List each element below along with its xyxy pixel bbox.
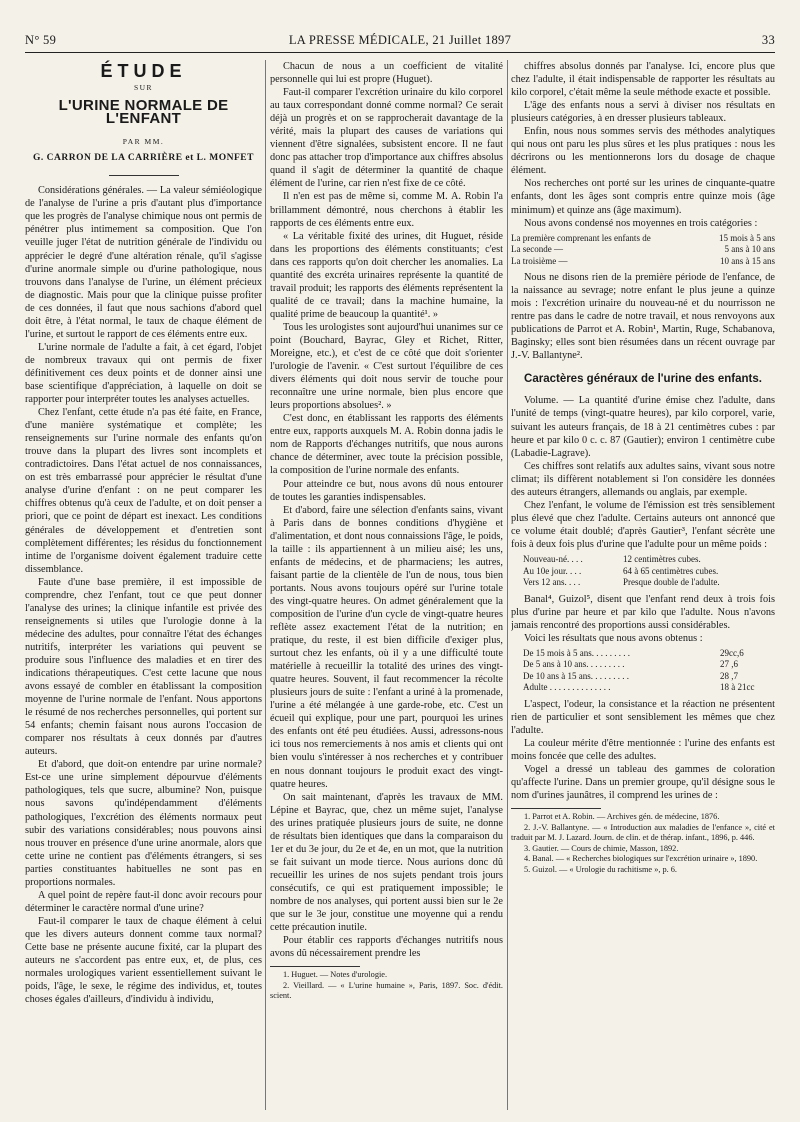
gautier-row	[523, 566, 775, 578]
paragraph: Il n'en est pas de même si, comme M. A. Robin l'a brillamment démontré, nous cherchons à établir les rapports de ces éléments entre eux.	[270, 191, 503, 229]
column-divider	[265, 60, 266, 1110]
gautier-table	[511, 554, 775, 589]
column-1	[25, 60, 262, 1110]
category-row	[511, 244, 775, 256]
paragraph: Nos recherches ont porté sur les urines de cinquante-quatre enfants, dont les âges sont compris entre quinze mois (âge minimum) et quinze ans (âge maximum).	[511, 178, 775, 216]
paragraph: chiffres absolus donnés par l'analyse. Ici, encore plus que chez l'adulte, il était indispensable de rapporter les résultats au kilo corporel, c'était même la seule méthode exacte et possible.	[511, 61, 775, 99]
footnote-rule	[511, 808, 601, 809]
gautier-row-label: Nouveau-né. . . .	[523, 554, 583, 564]
paragraph: Considérations générales. — La valeur sémiéologique de l'analyse de l'urine a pris d'autant plus d'importance que les progrès de l'analyse chimique nous ont permis de pénétrer plus intimement sa composition. Que l'on veuille juger l'état de nutrition générale de l'individu ou apprécier le degré d'une altération rénale, qu'il s'agisse d'urine anormale simple ou d'urine pathologique, nous trouvons dans l'analyse de l'urine, un élément précieux de diagnostic. Mais pour que la clinique puisse profiter de ces données, il faut que nous sachions d'abord quel doit être, à l'état normal, le taux de chaque élément de l'urine, et surtout le rapport de ces éléments entre eux.	[25, 185, 262, 340]
paragraph: Tous les urologistes sont aujourd'hui unanimes sur ce point (Bouchard, Bayrac, Gley et Richet, Ritter, Moreigne, etc.), et c'est de ce côté que doit s'orienter l'urologie de l'avenir. « C'est surtout l'équilibre de ces divers éléments qui doit nous servir de touche pour reconnaître une urine normale, bien plus encore que leurs proportions absolues². »	[270, 321, 503, 412]
category-row	[511, 233, 775, 245]
paragraph: Pour atteindre ce but, nous avons dû nous entourer de toutes les garanties indispensables.	[270, 478, 503, 503]
paragraph: Volume. — La quantité d'urine émise chez l'adulte, dans l'unité de temps (vingt-quatre heures), par kilo corporel, varie, suivant les auteurs français, de 18 à 21 centimètres cubes : par heure et par kilo 0 c. c. 87 (Gautier); environ 1 centimètre cube (Labadie-Lagrave).	[511, 395, 775, 459]
column-3-footnotes	[511, 812, 775, 875]
footnote: 5. Guizol. — « Urologie du rachitisme », p. 6.	[524, 864, 678, 874]
result-row-label: De 15 mois à 5 ans. . . . . . . . .	[523, 647, 630, 658]
column-2	[270, 60, 503, 1110]
category-row-label: La seconde —	[511, 244, 563, 255]
paragraph: Faut-il comparer le taux de chaque élément à celui que les divers auteurs donnent comme taux normal? Cette base ne présente aucune fixité, car la plupart des auteurs ne s'accordent pas entre eux, et, de plus, ces normales urologiques varient essentiellement suivant le poids, l'âge, le sexe, le régime des individus, et, toutes choses égales d'ailleurs, d'individu à individu,	[25, 915, 262, 1006]
category-row-value: 5 ans à 10 ans	[724, 244, 775, 255]
column-1-body	[25, 184, 262, 1006]
column-3-intro	[511, 60, 775, 230]
paragraph: Faut-il comparer l'excrétion urinaire du kilo corporel au taux correspondant donné comme normal? Ce serait déjà un progrès et on se rapprocherait davantage de la vérité, mais la plupart des causes de variations qui viennent d'être signalées, subsistent encore. Il ne faut donc pas attacher trop d'importance aux chiffres absolus quand il s'agit de déterminer la quantité de chaque élément de l'urine, car rien n'est fixe de ce côté.	[270, 87, 503, 190]
result-row-value: 27 ,6	[720, 659, 738, 670]
category-row	[511, 256, 775, 268]
paragraph: L'urine normale de l'adulte a fait, à cet égard, l'objet de nombreux travaux qui ont permis de fixer définitivement ces deux points et de donner ainsi une base scientifique d'appréciation, à laquelle on doit se rapporter pour interpréter toutes les analyses actuelles.	[25, 341, 262, 406]
result-row	[523, 648, 775, 660]
category-row-label: La troisième —	[511, 255, 568, 266]
paragraph: A quel point de repère faut-il donc avoir recours pour déterminer le caractère normal d'une urine?	[25, 889, 262, 914]
footnote-rule	[270, 966, 360, 967]
article-title-main: L'URINE NORMALE DE L'ENFANT	[58, 97, 229, 128]
footnote: 2. Vieillard. — « L'urine humaine », Paris, 1897. Soc. d'édit. scient.	[270, 980, 503, 1001]
paragraph: Voici les résultats que nous avons obtenus :	[524, 632, 703, 644]
column-3-aspect-section	[511, 698, 775, 802]
header-rule	[25, 52, 775, 53]
article-title-sur: SUR	[133, 83, 154, 93]
paragraph: Ces chiffres sont relatifs aux adultes sains, vivant sous notre climat; ils diffèrent notablement si l'on considère les données des auteurs étrangers, allemands ou anglais, par exemple.	[511, 460, 775, 498]
column-3-paragraph	[511, 271, 775, 362]
title-separator	[109, 175, 179, 176]
result-row-value: 29cc,6	[720, 647, 744, 658]
article-title-etude: ÉTUDE	[100, 61, 187, 81]
results-table	[511, 648, 775, 694]
gautier-row-label: Au 10e jour. . . .	[523, 565, 582, 576]
issue-number: N° 59	[25, 33, 57, 47]
result-row	[523, 659, 775, 671]
paragraph: On sait maintenant, d'après les travaux de MM. Lépine et Bayrac, que, chez un même sujet, l'analyse des urines pratiquée plusieurs jours de suite, ne donne de résultats bien identiques que dans la comparaison du 1er et du 3e jour, du 2e et 4e, en un mot, que la nutrition se fait suivant un mode tierce. Nous aurions donc dû recueillir les urines de nos sujets pendant trois jours consécutifs, ce qui est pratiquement impossible; le nombre de nos analyses, qui portent aussi bien sur le 2e que sur le 3e jour, constitue une moyenne qui a rendu cette précaution inutile.	[270, 791, 503, 934]
gautier-row-value: 12 centimètres cubes.	[623, 554, 701, 564]
page-number: 33	[761, 33, 775, 47]
paragraph: La couleur mérite d'être mentionnée : l'urine des enfants est moins foncée que celle des adultes.	[511, 737, 775, 762]
page-header	[25, 33, 775, 49]
paragraph: Chez l'enfant, le volume de l'émission est très sensiblement plus élevé que chez l'adulte. Certains auteurs ont annoncé que ce volume était doublé; d'après Gautier³, l'enfant sécrète une fois à deux fois plus d'urine que l'adulte pour un même poids :	[511, 499, 775, 550]
gautier-row-value: 64 à 65 centimètres cubes.	[623, 565, 719, 576]
paragraph: Vogel a dressé un tableau des gammes de coloration qu'affecte l'urine. Dans un premier groupe, qu'il désigne sous le nom d'urines jaunâtres, il comprend les urines de :	[511, 763, 775, 802]
categories-table	[511, 233, 775, 268]
result-row-label: De 5 ans à 10 ans. . . . . . . . .	[523, 659, 625, 670]
paragraph: Chez l'enfant, cette étude n'a pas été faite, en France, d'une manière systématique et complète; les renseignements sur l'urine normale des enfants qu'on trouve dans la plupart des livres sont incomplets et contradictoires. Dans l'état actuel de nos connaissances, on est très embarrassé pour apprécier le résultat d'une analyse d'urine d'enfant : on ne peut comparer les chiffres obtenus qu'à ceux de l'adulte, et on doit penser a priori, que ce point de départ est inexact. Les conditions générales de développement et d'entretien sont complètement différentes; les résidus du fonctionnement intime de l'organisme doivent également traduire cette dissemblance.	[25, 407, 262, 575]
footnote: 2. J.-V. Ballantyne. — « Introduction aux maladies de l'enfance », cité et traduit par M. J. Lazard. Journ. de clin. et de thérap. infant., 1896, p. 446.	[511, 822, 775, 843]
paragraph: Nous ne disons rien de la première période de l'enfance, de la naissance au sevrage; notre enfant le plus jeune a quinze mois : l'excrétion urinaire du nouveau-né et du nourrisson ne rentre pas dans le cadre de notre travail, et nous renvoyons aux publications de Parrot et A. Robin¹, Martin, Ruge, Schabanova, Baginsky; elles sont bien résumées dans un récent ouvrage par J.-V. Ballantyne².	[511, 272, 775, 362]
column-3-results-intro	[511, 593, 775, 645]
paragraph: C'est donc, en établissant les rapports des éléments entre eux, rapports auxquels M. A. Robin donna jadis le nom de Rapports d'échanges nutritifs, que nous aurons chance de déterminer, avec toute la précision possible, la composition de l'urine normale des enfants.	[270, 413, 503, 477]
paragraph: L'âge des enfants nous a servi à diviser nos résultats en plusieurs catégories, à en dresser plusieurs tableaux.	[511, 100, 775, 125]
paragraph: Faute d'une base première, il est impossible de comprendre, chez l'enfant, tout ce que peut donner l'analyse des urines; la clinique infantile est privée des renseignements si utiles que l'urologie donne à la médecine des adultes, pour connaître l'état des échanges nutritifs, interpréter les variations qui peuvent se produire sous l'influence des maladies et en tirer des indications thérapeutiques. C'est cette lacune que nous avons essayé de combler en établissant la composition moyenne de l'urine normale de l'enfant. Nous apportons le résumé de nos recherches personnelles, qui portent sur 54 enfants; chemin faisant nous aurons l'occasion de comparer nos résultats à ceux donnés par d'autres auteurs.	[25, 576, 262, 758]
article-authors: G. CARRON DE LA CARRIÈRE et L. MONFET	[33, 153, 254, 164]
result-row	[523, 671, 775, 683]
gautier-row	[523, 554, 775, 566]
gautier-row	[523, 577, 775, 589]
paragraph: Chacun de nous a un coefficient de vitalité personnelle qui lui est propre (Huguet).	[270, 61, 503, 86]
paragraph: Enfin, nous nous sommes servis des méthodes analytiques qui nous ont paru les plus sûres et les plus pratiques : nous les décrirons ou les mentionnerons lors du dosage de chaque élément.	[511, 126, 775, 177]
category-row-value: 10 ans à 15 ans	[720, 255, 775, 266]
paragraph: « La véritable fixité des urines, dit Huguet, réside dans les proportions des éléments constituants; c'est dans ces rapports qu'on doit chercher les anomalies. La quantité des excréta urinaires représente la quantité de travail produit; les rapports des éléments représentent la qualité de ce travail; dans la machine humaine, la qualité prime de beaucoup la quantité¹. »	[270, 230, 503, 320]
gautier-row-value: Presque double de l'adulte.	[623, 577, 720, 587]
paragraph: Pour établir ces rapports d'échanges nutritifs nous avons dû nécessairement prendre les	[270, 935, 503, 960]
result-row-value: 28 ,7	[720, 670, 738, 681]
paragraph: Nous avons condensé nos moyennes en trois catégories :	[524, 217, 758, 229]
paragraph: Et d'abord, que doit-on entendre par urine normale? Est-ce une urine simplement dépourvue d'éléments pathologiques, tels que sucre, albumine? Non, puisque nous savons qu'indépendamment d'éléments pathologiques, l'excrétion des éléments normaux peut subir des variations considérables; nous pouvons ainsi nous trouver en présence d'une urine anormale, alors que cette urine ne contient pas d'éléments étrangers, si ses parties constituantes habituelles ne sont pas en proportions normales.	[25, 759, 262, 888]
result-row-label: De 10 ans à 15 ans. . . . . . . . .	[523, 670, 629, 681]
column-divider	[507, 60, 508, 1110]
result-row-label: Adulte . . . . . . . . . . . . . .	[523, 682, 611, 693]
paragraph: Et d'abord, faire une sélection d'enfants sains, vivant à Paris dans de bonnes conditions d'hygiène et d'alimentation, et dont nous connaissions l'âge, le poids, la taille : ils appartiennent à un milieu aisé; les uns, enfants de médecins, et de pharmaciens; les autres, faisant partie de la clientèle de l'un de nous, tous bien portants. Nous avons toujours opéré sur l'urine totale des vingt-quatre heures. On admet généralement que la composition de l'urine d'un cycle de vingt-quatre heures reflète assez exactement l'état de la nutrition; en pratique, du reste, il est bien difficile d'exiger plus, surtout chez les enfants, où il y a une difficulté toute matérielle à recueillir la totalité des urines des vingt-quatre heures. Souvent, il faut recommencer la récolte plusieurs jours de suite : l'enfant a uriné à la promenade, l'urine a été mélangée à une garde-robe, etc. C'est un écueil qui explique, pour une part, pourquoi les urines des enfants ont été peu étudiées. Aussi, adressons-nous ici tous nos remerciements à nos amis et clients qui ont bien voulu s'intéresser à nos recherches et y contribuer en nous donnant toujours le produit exact des vingt-quatre heures.	[270, 504, 503, 790]
paragraph: Banal⁴, Guizol⁵, disent que l'enfant rend deux à trois fois plus d'urine par heure et par kilo que l'adulte. Nous n'avons jamais rencontré des proportions aussi considérables.	[511, 593, 775, 631]
column-3	[511, 60, 775, 1110]
result-row	[523, 682, 775, 694]
footnote: 1. Huguet. — Notes d'urologie.	[283, 970, 388, 980]
category-row-value: 15 mois à 5 ans	[719, 232, 775, 243]
gautier-row-label: Vers 12 ans. . . .	[523, 577, 581, 587]
column-2-footnotes	[270, 970, 503, 1002]
footnote: 3. Gautier. — Cours de chimie, Masson, 1892.	[524, 843, 679, 853]
footnote: 4. Banal. — « Recherches biologiques sur l'excrétion urinaire », 1890.	[524, 854, 758, 864]
section-subheading: Caractères généraux de l'urine des enfants.	[524, 373, 762, 386]
result-row-value: 18 à 21cc	[720, 682, 755, 693]
column-2-body	[270, 60, 503, 960]
category-row-label: La première comprenant les enfants de	[511, 232, 651, 243]
article-par: PAR MM.	[122, 137, 165, 147]
journal-title: LA PRESSE MÉDICALE, 21 Juillet 1897	[288, 33, 512, 47]
footnote: 1. Parrot et A. Robin. — Archives gén. de médecine, 1876.	[524, 812, 720, 822]
paragraph: L'aspect, l'odeur, la consistance et la réaction ne présentent rien de particulier et sont sensiblement les mêmes que chez l'adulte.	[511, 698, 775, 736]
volume-section	[511, 394, 775, 551]
